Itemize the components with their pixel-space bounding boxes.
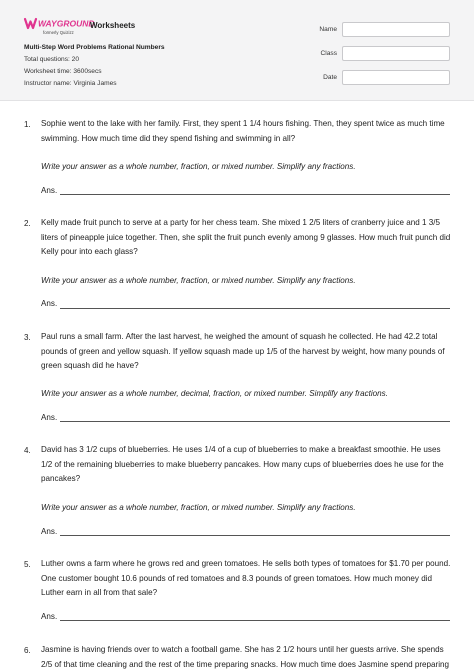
answer-label: Ans. <box>41 413 58 422</box>
answer-line[interactable] <box>60 421 450 422</box>
instructor-name: Instructor name: Virginia James <box>24 80 117 87</box>
wayground-logo <box>24 17 95 37</box>
question-number: 1. <box>24 120 31 129</box>
question-instruction: Write your answer as a whole number, decimal, fraction, or mixed number. Simplify any fractions. <box>41 389 388 398</box>
total-questions: Total questions: 20 <box>24 56 79 63</box>
worksheet-time: Worksheet time: 3600secs <box>24 68 102 75</box>
question-instruction: Write your answer as a whole number, fraction, or mixed number. Simplify any fractions. <box>41 503 356 512</box>
answer-label: Ans. <box>41 299 58 308</box>
worksheet-title: Multi-Step Word Problems Rational Numbers <box>24 44 165 51</box>
answer-line[interactable] <box>60 308 450 309</box>
question-number: 6. <box>24 646 31 655</box>
logo-wordmark: WAYGROUND <box>38 18 95 29</box>
question-number: 5. <box>24 560 31 569</box>
question-text: David has 3 1/2 cups of blueberries. He uses 1/4 of a cup of blueberries to make a breakfast smoothie. He uses 1/2 of the remaining blueberries to make blueberry pancakes. How many cups of blueberries does he use for the pancakes? <box>41 445 444 483</box>
answer-label: Ans. <box>41 527 58 536</box>
answer-line[interactable] <box>60 194 450 195</box>
answer-label: Ans. <box>41 186 58 195</box>
name-label: Name <box>319 26 337 33</box>
question-text: Kelly made fruit punch to serve at a party for her chess team. She mixed 1 2/5 liters of cranberry juice and 1 3/5 liters of pineapple juice together. Then, she split the fruit punch evenly among 9 glasses. How much fruit punch did Kelly pour into each glass? <box>41 218 451 256</box>
product-title: Worksheets <box>90 21 136 30</box>
worksheet-header <box>0 0 474 101</box>
date-label: Date <box>323 74 337 81</box>
question-text: Paul runs a small farm. After the last harvest, he weighed the amount of squash he collected. He had 42.2 total pounds of green and yellow squash. If yellow squash made up 1/5 of the harvest by weight, how many pounds of green squash did he have? <box>41 332 445 370</box>
question-instruction: Write your answer as a whole number, fraction, or mixed number. Simplify any fractions. <box>41 276 356 285</box>
answer-line[interactable] <box>60 535 450 536</box>
logo-subtext: formerly Quizizz <box>43 30 74 35</box>
class-field[interactable] <box>342 46 450 61</box>
class-label: Class <box>320 50 337 57</box>
question-text: Luther owns a farm where he grows red and green tomatoes. He sells both types of tomatoes for $1.70 per pound. One customer bought 10.6 pounds of red tomatoes and 8.3 pounds of green tomatoes. How much money did Luther earn in all from that sale? <box>41 559 451 597</box>
question-text: Sophie went to the lake with her family. First, they spent 1 1/4 hours fishing. Then, they spent twice as much time swimming. How much time did they spend fishing and swimming in all? <box>41 119 445 143</box>
date-field[interactable] <box>342 70 450 85</box>
answer-line[interactable] <box>60 620 450 621</box>
name-field[interactable] <box>342 22 450 37</box>
question-instruction: Write your answer as a whole number, fraction, or mixed number. Simplify any fractions. <box>41 162 356 171</box>
question-text: Jasmine is having friends over to watch a football game. She has 2 1/2 hours until her guests arrive. She spends 2/5 of that time cleaning and the rest of the time preparing snacks. How much time does Jasmine spend preparing <box>41 645 450 669</box>
question-number: 4. <box>24 446 31 455</box>
question-number: 2. <box>24 219 31 228</box>
question-number: 3. <box>24 333 31 342</box>
answer-label: Ans. <box>41 612 58 621</box>
